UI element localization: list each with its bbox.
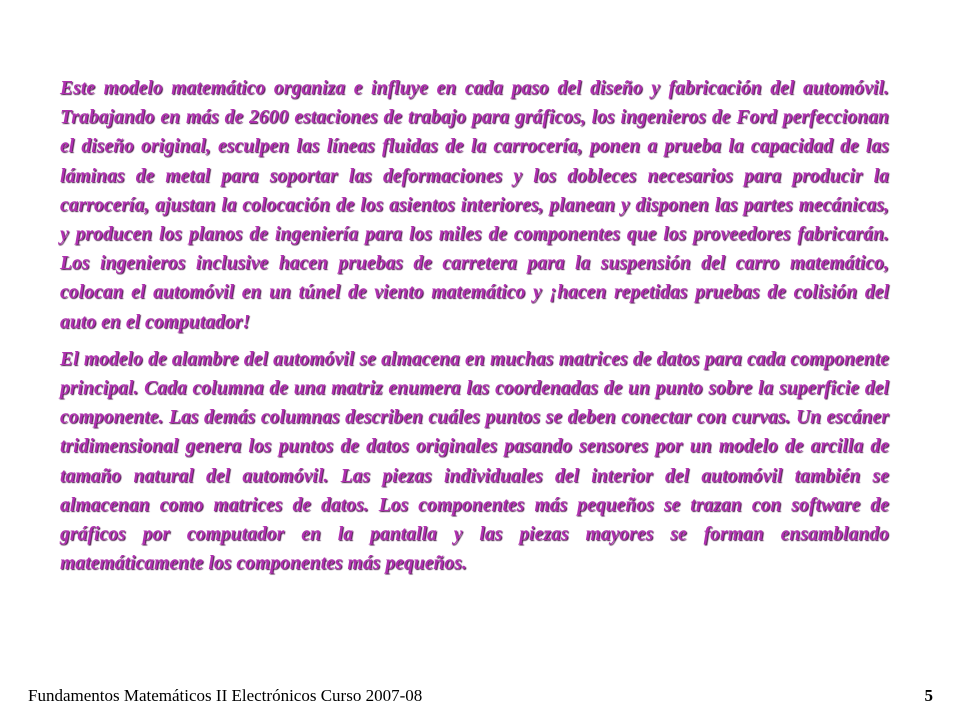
slide-body [60,74,889,578]
paragraph-wireframe-model: El modelo de alambre del automóvil se almacena en muchas matrices de datos para cada componente principal. Cada columna de una matriz enumera las coordenadas de un punto sobre la superficie del componente. Las demás columnas describen cuáles puntos se deben conectar con curvas. Un escáner tridimensional genera los puntos de datos originales pasando sensores por un modelo de arcilla de tamaño natural del automóvil. Las piezas individuales del interior del automóvil también se almacenan como matrices de datos. Los componentes más pequeños se trazan con software de gráficos por computador en la pantalla y las piezas mayores se forman ensamblando matemáticamente los componentes más pequeños. [60,348,889,575]
footer-course-title: Fundamentos Matemáticos II Electrónicos Curso 2007-08 [28,686,423,705]
paragraph-ford-model: Este modelo matemático organiza e influye en cada paso del diseño y fabricación del automóvil. Trabajando en más de 2600 estaciones de trabajo para gráficos, los ingenieros de Ford perfeccionan el diseño original, esculpen las líneas fluidas de la carrocería, ponen a prueba la capacidad de las láminas de metal para soportar las deformaciones y los dobleces necesarios para producir la carrocería, ajustan la colocación de los asientos interiores, planean y disponen las partes mecánicas, y producen los planos de ingeniería para los miles de componentes que los proveedores fabricarán. Los ingenieros inclusive hacen pruebas de carretera para la suspensión del carro matemático, colocan el automóvil en un túnel de viento matemático y ¡hacen repetidas pruebas de colisión del auto en el computador! [60,78,889,333]
page-number: 5 [924,686,933,705]
